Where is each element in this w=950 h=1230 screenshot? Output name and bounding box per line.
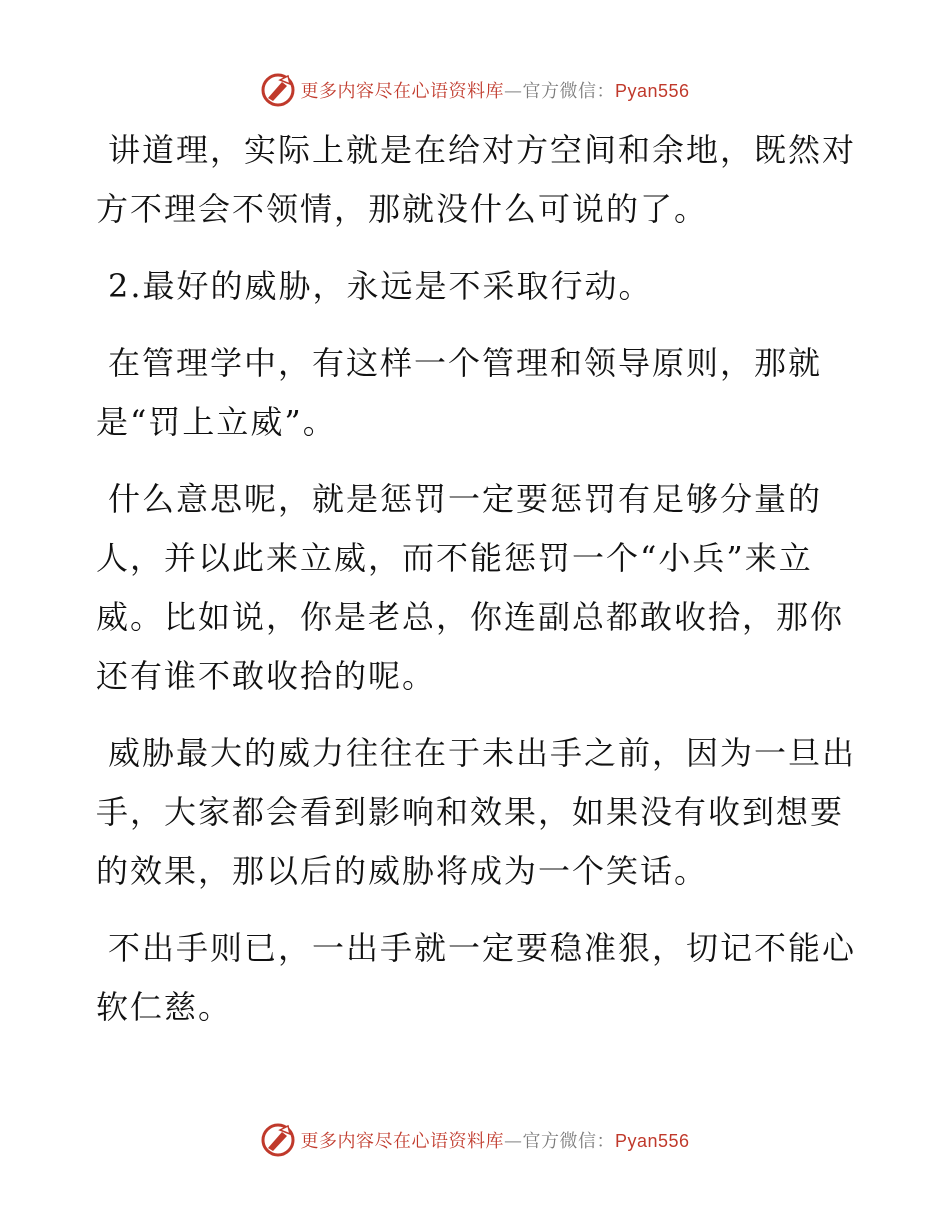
watermark-official-label: 官方微信：	[522, 1131, 615, 1152]
paragraph-6: 不出手则已，一出手就一定要稳准狠，切记不能心软仁慈。	[96, 929, 857, 1026]
watermark-handle: Pyan556	[614, 1131, 690, 1151]
brand-logo-icon	[260, 72, 296, 108]
paragraph-5: 威胁最大的威力往往在于未出手之前，因为一旦出手，大家都会看到影响和效果，如果没有收到想要的效果，那以后的威胁将成为一个笑话。	[96, 734, 857, 890]
header-watermark	[0, 70, 950, 110]
watermark-dash: —	[503, 81, 523, 102]
paragraph-3: 在管理学中，有这样一个管理和领导原则，那就是“罚上立威”。	[96, 344, 823, 441]
paragraph-2-heading: 2.最好的威胁，永远是不采取行动。	[108, 267, 653, 305]
paragraph-4: 什么意思呢，就是惩罚一定要惩罚有足够分量的人，并以此来立威，而不能惩罚一个“小兵”来立威。比如说，你是老总，你连副总都敢收拾，那你还有谁不敢收拾的呢。	[96, 480, 845, 695]
watermark-dash: —	[503, 1131, 523, 1152]
watermark-text	[300, 77, 689, 103]
watermark-official-label: 官方微信：	[522, 81, 615, 102]
watermark-brand: 更多内容尽在心语资料库	[300, 1131, 504, 1152]
brand-logo-icon	[260, 1122, 296, 1158]
paragraph-1: 讲道理，实际上就是在给对方空间和余地，既然对方不理会不领情，那就没什么可说的了。	[96, 131, 857, 228]
footer-watermark	[0, 1120, 950, 1160]
watermark-brand: 更多内容尽在心语资料库	[300, 81, 504, 102]
watermark-handle: Pyan556	[614, 81, 690, 101]
watermark-text	[300, 1127, 689, 1153]
document-body	[96, 121, 856, 1055]
